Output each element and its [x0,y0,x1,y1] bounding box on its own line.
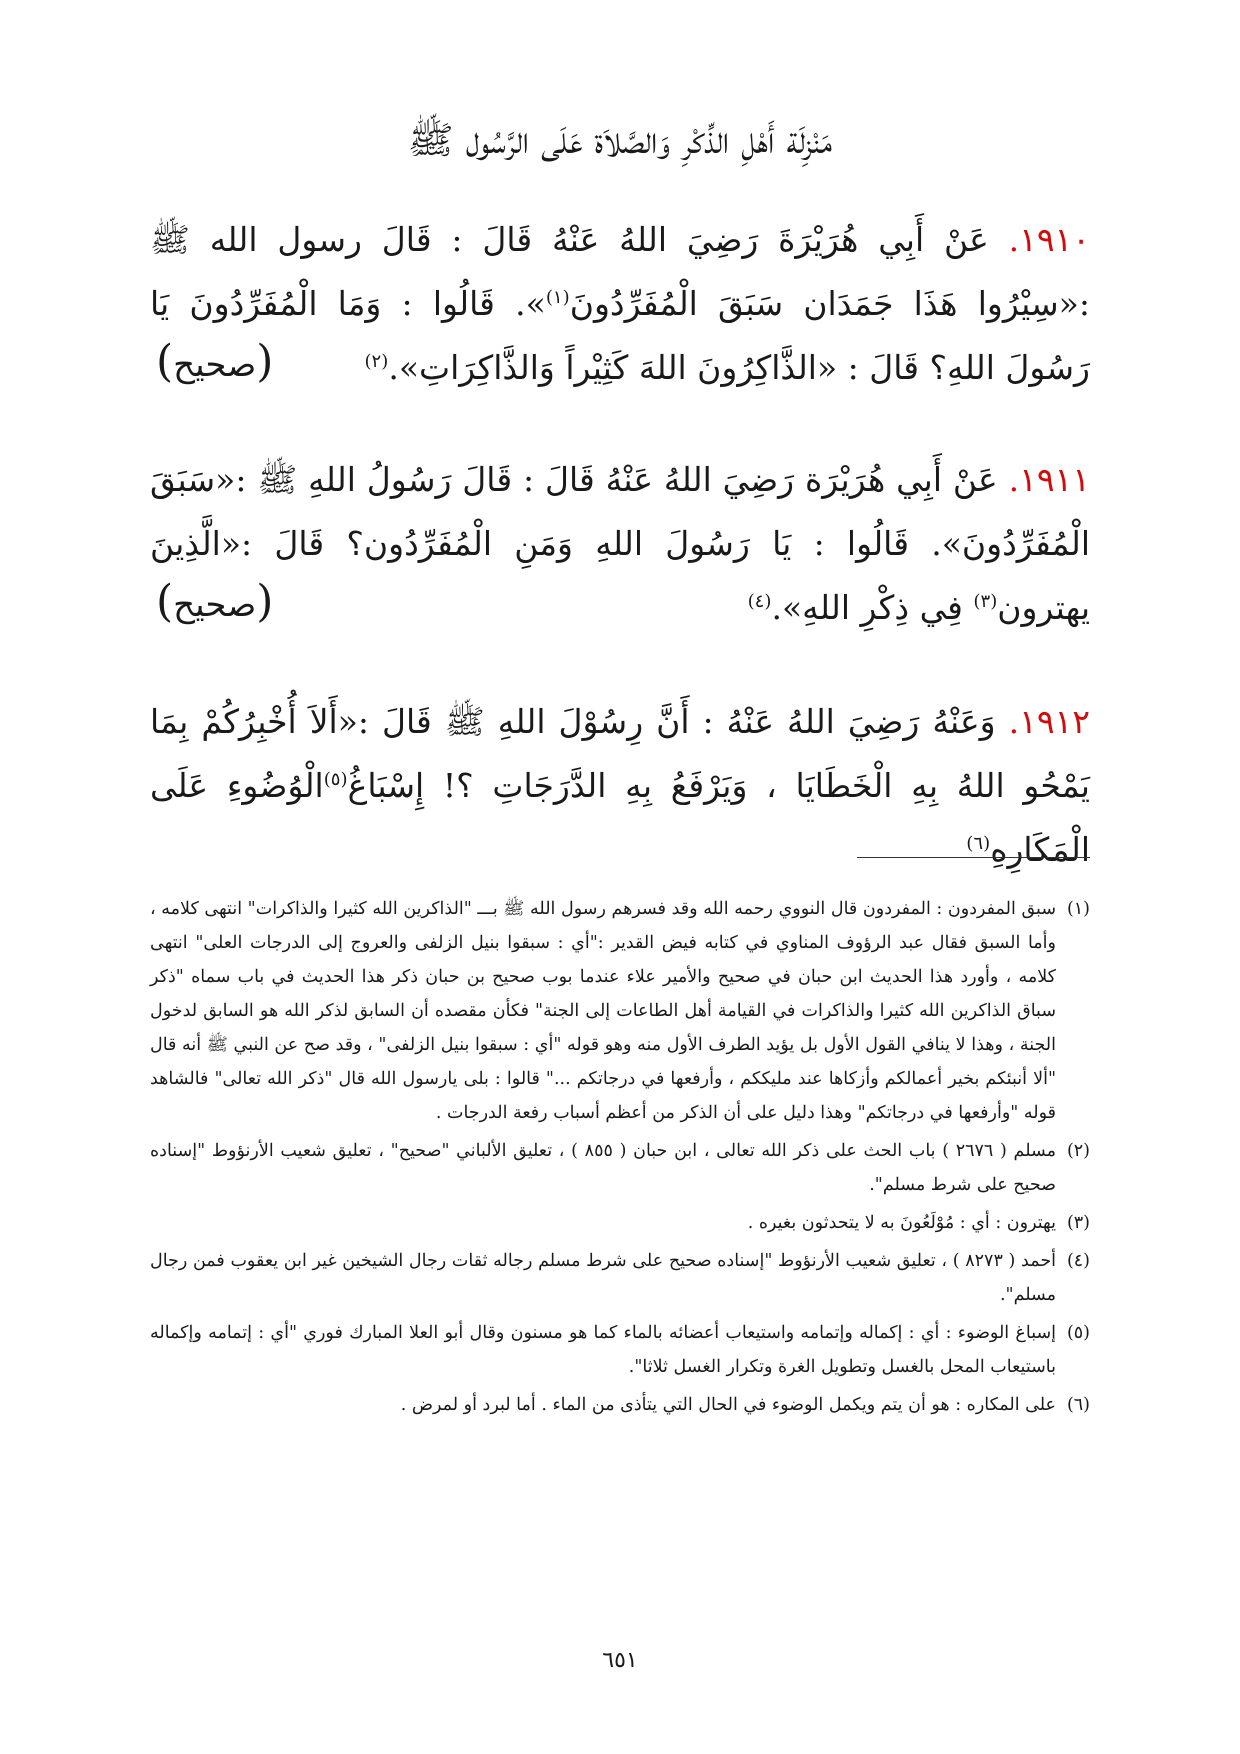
footnote-number: (٥) [1066,1323,1090,1343]
footnote-ref[interactable]: (٥) [323,769,348,790]
footnote-number: (٦) [1066,1395,1090,1415]
page-number: ٦٥١ [602,1648,638,1673]
footnote-ref[interactable]: (٤) [747,591,772,612]
hadith-1911 [150,448,1090,644]
footnote-text: أحمد ( ٨٢٧٣ ) ، تعليق شعيب الأرنؤوط "إسناده صحيح على شرط مسلم رجاله ثقات رجال الشيخين غير ابن يعقوب فمن رجال مسلم". [150,1251,1057,1305]
chapter-title: مَنْزِلَة أَهْلِ الذِّكْرِ وَالصَّلاَة عَلَى الرَّسُول ﷺ [407,118,833,162]
footnote-number: (٢) [1066,1141,1090,1161]
hadith-text: وَعَنْهُ رَضِيَ اللهُ عَنْهُ : أَنَّ رِسُوْلَ اللهِ ﷺ قَالَ :«أَلاَ أُخْبِرُكُمْ بِمَا يَمْحُو اللهُ بِهِ الْخَطَايَا ، وَيَرْفَعُ بِهِ الدَّرَجَاتِ ؟! إِسْبَاغُ [150,702,1090,805]
footnote-item [150,1244,1090,1312]
hadith-1910 [150,208,1090,404]
grade-label: (صحيح) [156,336,274,387]
footnote-text: يهترون : أي : مُوْلَعُونَ به لا يتحدثون بغيره . [747,1213,1056,1233]
footnote-item [150,1134,1090,1202]
footnote-text: على المكاره : هو أن يتم ويكمل الوضوء في الحال التي يتأذى من الماء . أما لبرد أو لمرض . [400,1395,1056,1415]
footnote-number: (٣) [1066,1213,1090,1233]
footnote-ref[interactable]: (٦) [966,833,991,854]
hadith-number: ١٩١٠. [1008,220,1090,259]
hadith-text: عَنْ أَبِي هُرَيْرَةَ رَضِيَ اللهُ عَنْهُ قَالَ : قَالَ رسول الله ﷺ :«سِيْرُوا هَذَا جَمَدَان سَبَقَ الْمُفَرِّدُونَ [150,220,1090,323]
grade-text: صحيح [173,585,257,625]
hadith-number: ١٩١٢. [1008,702,1090,741]
hadith-text: الْوُضُوءِ عَلَى الْمَكَارِهِ [150,766,1090,869]
footnote-ref[interactable]: (١) [545,287,570,308]
footnote-item [150,892,1090,1130]
hadith-1912 [150,690,1090,869]
grade-text: صحيح [173,345,257,385]
hadith-text: ». قَالُوا : وَمَا الْمُفَرِّدُونَ يَا رَسُولَ اللهِ؟ قَالَ : «الذَّاكِرُونَ اللهَ كَثِيْراً وَالذَّاكِرَاتِ». [150,284,1090,387]
footnote-item [150,1316,1090,1384]
footnote-item [150,1388,1090,1422]
footnotes-section [150,892,1090,1426]
footnote-text: سبق المفردون : المفردون قال النووي رحمه الله وقد فسرهم رسول الله ﷺ بـــ "الذاكرين الله كثيرا والذاكرات" انتهى كلامه ، وأما السبق فقال عبد الرؤوف المناوي في كتابه فيض القدير :"أي : سبقوا بنيل الزلفى والعروج إلى الدرجات العلى" انتهى كلامه ، وأورد هذا الحديث ابن حبان في صحيح والأمير علاء عندما بوب صحيح بن حبان ذكر هذا الحديث في باب سماه "ذكر سباق الذاكرين الله كثيرا والذاكرات في القيامة أهل الطاعات إلى الجنة" فكأن مقصده أن السابق لذكر الله هو السابق لدخول الجنة ، وهذا لا ينافي القول الأول بل يؤيد الطرف الأول منه وهو قوله "أي : سبقوا بنيل الزلفى" ، وقد صح عن النبي ﷺ أنه قال "ألا أنبئكم بخير أعمالكم وأزكاها عند مليككم ، وأرفعها في درجاتكم ..." قالوا : بلى يارسول الله قال "ذكر الله تعالى" فالشاهد قوله "وأرفعها في درجاتكم" وهذا دليل على أن الذكر من أعظم أسباب رفعة الدرجات . [150,899,1056,1123]
hadith-text: فِي ذِكْرِ اللهِ». [771,588,974,627]
footnote-text: إسباغ الوضوء : أي : إكماله وإتمامه واستيعاب أعضائه بالماء كما هو مسنون وقال أبو العلا المبارك فوري "أي : إتمامه وإكماله باستيعاب المحل بالغسل وتطويل الغرة وتكرار الغسل ثلاثا". [150,1323,1056,1377]
footnote-item [150,1206,1090,1240]
footnote-number: (٤) [1066,1251,1090,1271]
footnote-number: (١) [1066,899,1090,919]
hadith-text: عَنْ أَبِي هُرَيْرَة رَضِيَ اللهُ عَنْهُ قَالَ : قَالَ رَسُولُ اللهِ ﷺ :«سَبَقَ الْمُفَرِّدُونَ». قَالُوا : يَا رَسُولَ اللهِ وَمَنِ الْمُفَرِّدُون؟ قَالَ :«الَّذِينَ يهترون [150,460,1090,627]
footnote-ref[interactable]: (٢) [364,351,389,372]
footnote-divider [857,857,1090,858]
footnote-text: مسلم ( ٢٦٧٦ ) باب الحث على ذكر الله تعالى ، ابن حبان ( ٨٥٥ ) ، تعليق الألباني "صحيح" ، تعليق شعيب الأرنؤوط "إسناده صحيح على شرط مسلم". [150,1141,1056,1195]
grade-label: (صحيح) [156,576,274,627]
footnote-ref[interactable]: (٣) [973,591,998,612]
hadith-number: ١٩١١. [1008,460,1090,499]
